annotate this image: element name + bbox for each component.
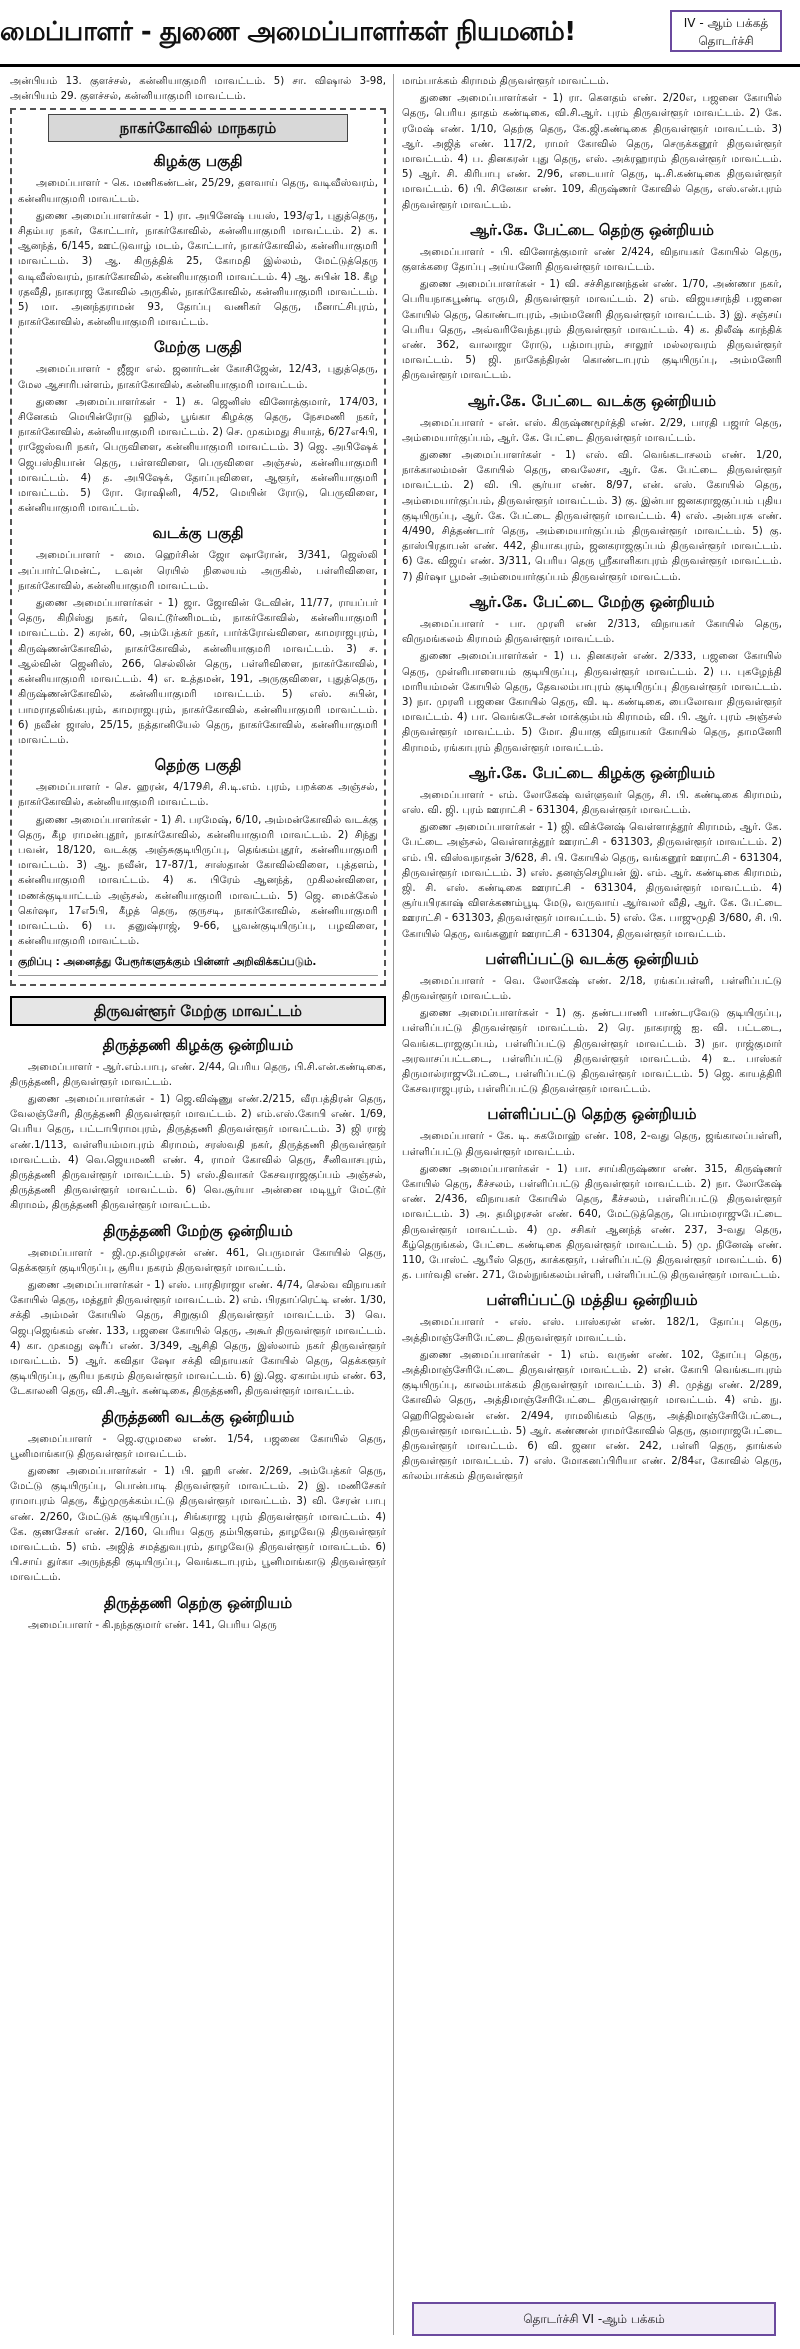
banner-title: மைப்பாளர் - துணை அமைப்பாளர்கள் நியமனம்! bbox=[0, 17, 576, 47]
deputy-entry: துணை அமைப்பாளர்கள் - 1) எம். வருண் எண். 102, தோப்பு தெரு, அத்திமாஞ்சேரிபேட்டை திருவள்ளூர் மாவட்டம். 2) என். கோபி வெங்கடாபுரம் குடியிருப்பு, காலம்பாக்கம் திருவள்ளூர் மாவட்டம். 3) சி. முத்து எண். 2/289, கோவில் தெரு, அத்திமாஞ்சேரிபேட்டை திருவள்ளூர் மாவட்டம். 4) எம். நு. ஹெரிஜெல்வன் எண். 2/494, ராமலிங்கம் தெரு, அத்திமாஞ்சேரிபேட்டை, திருவள்ளூர் மாவட்டம். 5) ஆர். கண்ணன் ராமர்கோவில் தெரு, குமாராஜபேட்டை திருவள்ளூர் மாவட்டம். 6) வி. ஜனா எண். 242, பள்ளி தெரு, தாங்கல் திருவள்ளூர் மாவட்டம். 7) எஸ். மோகனப்பிரியா எண். 2/84எ, கோவில் தெரு, கர்லம்பாக்கம் திருவள்ளூர் bbox=[402, 1349, 782, 1483]
left-column bbox=[10, 74, 386, 2335]
organizer-entry: அமைப்பாளர் - கி.நந்தகுமார் எண். 141, பெரிய தெரு bbox=[28, 1619, 277, 1631]
continuation-tag-line2: தொடர்ச்சி bbox=[698, 34, 754, 48]
section-title: ஆர்.கே. பேட்டை வடக்கு ஒன்றியம் bbox=[467, 391, 717, 410]
organizer-entry: அமைப்பாளர் - செ. ஹரன், 4/179சி, சி.டி.எம். புரம், பறக்கை அஞ்சல், நாகர்கோவில், கன்னியாகுமரி மாவட்டம். bbox=[18, 782, 378, 809]
deputy-entry: துணை அமைப்பாளர்கள் - 1) சி. பரமேஷ், 6/10, அம்மன்கோவில் வடக்கு தெரு, கீழ ராமன்புதூர், நாகர்கோவில், கன்னியாகுமரி மாவட்டம். 2) சிந்து பவன், 18/120, வடக்கு அஞ்சுகுடியிருப்பு, தெங்கம்புதூர், கன்னியாகுமரி மாவட்டம். 3) ஆ. நவீன், 17-87/1, சாஸ்தான் கோவில்விளை, புத்தளம், கன்னியாகுமரி மாவட்டம். 4) க. பிரேம் ஆனந்த், முகிலன்விளை, மணக்குடியாட்டம் அஞ்சல், கன்னியாகுமரி மாவட்டம். 5) ஜெ. மைக்கேல் கெர்ஷா, 17எ5பி, கீழத் தெரு, குருசடி, நாகர்கோவில், கன்னியாகுமரி மாவட்டம். 6) ப. தனுஷ்ராஜ், 9-66, பூவன்குடியிருப்பு, பழவிளை, கன்னியாகுமரி மாவட்டம். bbox=[18, 814, 378, 948]
deputy-entry: துணை அமைப்பாளர்கள் - 1) ப. தினகரன் எண். 2/333, பஜனை கோயில் தெரு, முள்ளிபாளையம் குடியிருப்பு, திருவள்ளூர் மாவட்டம். 2) ப. புகழேந்தி மாரியம்மன் கோயில் தெரு, தேவலம்பாபுரம் குடியிருப்பு திருவள்ளூர் மாவட்டம். 3) நா. முரளி பஜனை கோயில் தெரு, வி. டி. கண்டிகை, பைலோவா திருவள்ளூர் மாவட்டம். 4) பா. வெங்கடேசன் மாக்கும்பம் கிராமம், வி. பி. ஆர். புரம் அஞ்சல் திருவள்ளூர் மாவட்டம். 5) மோ. தியாகு விநாயகர் கோயில் தெரு, தாமனேரி கிராமம், ரங்காபுரம் திருவள்ளூர் மாவட்டம். bbox=[402, 651, 782, 754]
continuation-tag bbox=[670, 10, 782, 52]
nagercoil-box bbox=[10, 108, 386, 985]
section-title: ஆர்.கே. பேட்டை மேற்கு ஒன்றியம் bbox=[469, 592, 715, 611]
section-title: தெற்கு பகுதி bbox=[154, 756, 242, 775]
continuation-tag-line1: IV - ஆம் பக்கத் bbox=[683, 16, 769, 30]
organizer-entry: அமைப்பாளர் - பா. முரளி எண் 2/313, விநாயகர் கோயில் தெரு, விருமங்கலம் கிராமம் திருவள்ளூர் மாவட்டம். bbox=[402, 618, 782, 646]
organizer-entry: அமைப்பாளர் - ஜெ.ஏழுமலை எண். 1/54, பஜனை கோயில் தெரு, பூனிமாங்காடு திருவள்ளூர் மாவட்டம். bbox=[10, 1433, 386, 1460]
section-title: பள்ளிப்பட்டு தெற்கு ஒன்றியம் bbox=[487, 1105, 697, 1124]
organizer-entry: அமைப்பாளர் - கே. டி. சுகமோஹ் எண். 108, 2-வது தெரு, ஜங்காலப்பள்ளி, பள்ளிப்பட்டு திருவள்ளூர் மாவட்டம். bbox=[402, 1131, 782, 1158]
deputy-entry: துணை அமைப்பாளர்கள் - 1) ஜி. விக்னேஷ் வெள்ளாத்தூர் கிராமம், ஆர். கே. பேட்டை அஞ்சல், வெள்ளாத்தூர் ஊராட்சி - 631303, திருவள்ளூர் மாவட்டம். 2) எம். பி. விஸ்வநாதன் 3/628, சி. பி. கோயில் தெரு, வங்கனூர் ஊராட்சி - 631304, திருவள்ளூர் மாவட்டம். 3) எஸ். தனஞ்செழியன் இ. எம். ஆர். கண்டிகை கிராமம், ஜி. சி. எஸ். கண்டிகை ஊராட்சி - 631304, திருவள்ளூர் மாவட்டம். 4) சூர்யபிரகாஷ் விளக்கணம்பூடி மேடு, வருவாய் ஆர்வலர் வீதி, ஆர். கே. பேட்டை ஊராட்சி - 631303, திருவள்ளூர் மாவட்டம். 5) எஸ். கே. பாஜுமுதி 3/680, சி. பி. கோயில் தெரு, வங்கனூர் ஊராட்சி - 631304, திருவள்ளூர் மாவட்டம். bbox=[402, 822, 782, 940]
section-title: வடக்கு பகுதி bbox=[152, 524, 244, 543]
section-title: ஆர்.கே. பேட்டை தெற்கு ஒன்றியம் bbox=[470, 220, 714, 239]
section-title: கிழக்கு பகுதி bbox=[153, 152, 243, 171]
deputy-entry: துணை அமைப்பாளர்கள் - 1) பா. சாய்கிருஷ்ணா எண். 315, கிருஷ்ணர் கோயில் தெரு, கீச்சலம், பள்ளிப்பட்டு திருவள்ளூர் மாவட்டம். 2) நா. லோகேஷ் எண். 2/436, விநாயகர் கோயில் தெரு, கீச்சலம், பள்ளிப்பட்டு திருவள்ளூர் மாவட்டம். 3) அ. தமிழரசன் எண். 640, மேட்டுத்தெரு, பொம்மராஜுபேட்டை திருவள்ளூர் மாவட்டம். 4) மு. சசிகர் ஆனந்த் எண். 237, 3-வது தெரு, கீழ்தெருங்கல், பேட்டை கண்டிகை திருவள்ளூர் மாவட்டம். 5) மு. நினேஷ் எண். 110, போஸ்ட் ஆபீஸ் தெரு, காக்களூர், பள்ளிப்பட்டு திருவள்ளூர் மாவட்டம். 6) த. பார்வதி எண். 271, மேல்நுங்கலம்பள்ளி, பள்ளிப்பட்டு திருவள்ளூர் மாவட்டம். bbox=[402, 1163, 782, 1282]
organizer-entry: அமைப்பாளர் - ஆர்.எம்.பாபு, எண். 2/44, பெரிய தெரு, பி.சி.என்.கண்டிகை, திருத்தணி, திருவள்ளூர் மாவட்டம். bbox=[10, 1061, 386, 1088]
right-column bbox=[402, 74, 782, 2335]
note: குறிப்பு : அனைத்து பேரூர்களுக்கும் பின்னர் அறிவிக்கப்படும். bbox=[18, 955, 378, 975]
section-title: திருத்தணி தெற்கு ஒன்றியம் bbox=[103, 1593, 293, 1612]
section-title: பள்ளிப்பட்டு வடக்கு ஒன்றியம் bbox=[485, 949, 699, 968]
organizer-entry: அமைப்பாளர் - கெ. மணிகண்டன், 25/29, தளவாய் தெரு, வடிவீஸ்வரம், கன்னியாகுமரி மாவட்டம். bbox=[18, 178, 378, 205]
continued-on-tag: தொடர்ச்சி VI -ஆம் பக்கம் bbox=[412, 2302, 776, 2336]
organizer-entry: அமைப்பாளர் - ஜீஜா எல். ஜனார்டன் கோசிஜேன், 12/43, புதுத்தெரு, மேல ஆசாரிபள்ளம், நாகர்கோவில், கன்னியாகுமரி மாவட்டம். bbox=[18, 364, 378, 391]
section-title: ஆர்.கே. பேட்டை கிழக்கு ஒன்றியம் bbox=[468, 763, 716, 782]
deputy-entry: துணை அமைப்பாளர்கள் - 1) ரா. கௌதம் எண். 2/20எ, பஜனை கோயில் தெரு, பெரிய தாதம் கண்டிகை, வி.சி.ஆர். புரம் திருவள்ளூர் மாவட்டம். 2) கே. ரமேஷ் எண். 1/10, தெற்கு தெரு, கே.ஜி.கண்டிகை திருவள்ளூர் மாவட்டம். 3) ஆர். அஜித் எண். 117/2, ராமர் கோவில் தெரு, செருக்கனூர் திருவள்ளூர் மாவட்டம். 4) ப. தினகரன் புது தெரு, எஸ். அக்ரஹாரம் திருவள்ளூர் மாவட்டம். 5) ஆர். சி. கிரிபாபு எண். 2/96, எடையார் தெரு, டி.சி.கண்டிகை திருவள்ளூர் மாவட்டம். 6) பி. சினேகா எண். 109, கிருஷ்ணர் கோவில் தெரு, எஸ்.என்.புரம் திருவள்ளூர் மாவட்டம். bbox=[402, 93, 782, 211]
deputy-entry: துணை அமைப்பாளர்கள் - 1) ஜெ.விஷ்ணு எண்.2/215, வீரபத்திரன் தெரு, வேலஞ்சேரி, திருத்தணி திருவள்ளூர் மாவட்டம். 2) எம்.எஸ்.கோபி எண். 1/69, பெரிய தெரு, பட்டாபிராமபுரம், திருத்தணி திருவள்ளூர் மாவட்டம். 3) ஜி ராஜ் எண்.1/113, வள்ளியம்மாபுரம் கிராமம், சரஸ்வதி நகர், திருத்தணி திருவள்ளூர் மாவட்டம். 4) வெ.ஜெயமணி எண். 4, ராமர் கோவில் தெரு, சீனிவாசபுரம், திருத்தணி திருவள்ளூர் மாவட்டம். 5) எஸ்.திவாகர் கேசவராஜகுப்பம் அஞ்சல், திருத்தணி திருவள்ளூர் மாவட்டம். 6) வெ.சூர்யா அன்னை மடியூர் மேட்டூர் கிராமம், திருத்தணி திருவள்ளூர் மாவட்டம். bbox=[10, 1093, 386, 1212]
deputy-entry: துணை அமைப்பாளர்கள் - 1) ஜா. ஜோவின் டேவின், 11/77, ராயப்பர் தெரு, கிறிஸ்து நகர், வெட்டூர்ணிமடம், நாகர்கோவில், கன்னியாகுமரி மாவட்டம். 2) கரன், 60, அம்பேத்கர் நகர், பார்க்ரோவ்விளை, காமராஜபுரம், கிருஷ்ணன்கோவில், நாகர்கோவில், கன்னியாகுமரி மாவட்டம். 3) ச. ஆல்வின் ஜெனிஸ், 266, செல்லின் தெரு, பள்ளிவிளை, நாகர்கோவில், கன்னியாகுமரி மாவட்டம். 4) எ. உத்தமன், 191, அருகுவிளை, புதுத்தெரு, கிருஷ்ணன்கோவில், கன்னியாகுமரி மாவட்டம். 5) எஸ். சுபின், பாமராதலிங்கபுரம், காமராஜபுரம், நாகர்கோவில், கன்னியாகுமரி மாவட்டம். 6) நவீன் ஜாஸ், 25/15, நத்தானியேல் தெரு, நாகர்கோவில், கன்னியாகுமரி மாவட்டம். bbox=[18, 598, 378, 746]
section-title: திருத்தணி வடக்கு ஒன்றியம் bbox=[101, 1407, 295, 1426]
deputy-entry: துணை அமைப்பாளர்கள் - 1) கு. தண்டபாணி பாண்டரவேடு குடியிருப்பு, பள்ளிப்பட்டு திருவள்ளூர் மாவட்டம். 2) ரெ. நாகராஜ் ஐ. வி. பட்டடை, வெங்கடராஜகுப்பம், பள்ளிப்பட்டு திருவள்ளூர் மாவட்டம். 3) நா. ராஜ்குமார் அரவாசப்பட்டடை, பள்ளிப்பட்டு திருவள்ளூர் மாவட்டம். 4) உ. பாஸ்கர் திருமால்ராஜுபேட்டை, பள்ளிப்பட்டு திருவள்ளூர் மாவட்டம். 5) ஜெ. காயத்திரி கேசவராஜபுரம், பள்ளிப்பட்டு திருவள்ளூர் மாவட்டம். bbox=[402, 1008, 782, 1096]
right-intro: மாம்பாக்கம் கிராமம் திருவள்ளூர் மாவட்டம். bbox=[402, 76, 609, 87]
organizer-entry: அமைப்பாளர் - வெ. லோகேஷ் எண். 2/18, ரங்கப்பள்ளி, பள்ளிப்பட்டு திருவள்ளூர் மாவட்டம். bbox=[402, 975, 782, 1002]
deputy-entry: துணை அமைப்பாளர்கள் - 1) எஸ். வி. வெங்கடாசலம் எண். 1/20, நாக்காலம்மன் கோயில் தெரு, வைலேசா, ஆர். கே. பேட்டை திருவள்ளூர் மாவட்டம். 2) வி. பி. சூர்யா எண். 8/97, என். எஸ். கோயில் தெரு, அம்மையார்குப்பம், திருவள்ளூர் மாவட்டம். 3) கு. இன்பா ஜனகராஜகுப்பம் புதிய குடியிருப்பு, ஆர். கே. பேட்டை திருவள்ளூர் மாவட்டம். 4) எஸ். அன்பரசு எண். 4/490, சித்தண்டார் தெரு, அம்மையார்குப்பம் திருவள்ளூர் மாவட்டம். 5) கு. தாஸ்பிரதாபன் எண். 442, தியாகபுரம், ஜனகராஜகுப்பம் திருவள்ளூர் மாவட்டம். 6) கே. விஜய் எண். 3/311, பெரிய தெரு ஸ்ரீகாளிகாபுரம் திருவள்ளூர் மாவட்டம். 7) திர்ஷா பூமன் அம்மையார்குப்பம் திருவள்ளூர் மாவட்டம். bbox=[402, 450, 782, 583]
organizer-entry: அமைப்பாளர் - பி. வினோத்குமார் எண் 2/424, விநாயகர் கோயில் தெரு, குளக்கரை தோப்பு அய்யனேரி திருவள்ளூர் மாவட்டம். bbox=[402, 246, 782, 274]
deputy-entry: துணை அமைப்பாளர்கள் - 1) எஸ். பாரதிராஜா எண். 4/74, செல்வ விநாயகர் கோயில் தெரு, மத்தூர் திருவள்ளூர் மாவட்டம். 2) எம். பிரதாப்ரெட்டி எண். 1/30, சக்தி அம்மன் கோயில் தெரு, சிறுகுமி திருவள்ளூர் மாவட்டம். 3) வெ. ஜெபுஜெங்கம் எண். 133, பஜனை கோயில் தெரு, அகூர் திருவள்ளூர் மாவட்டம். 4) கா. முகமது ஷரீப் எண். 3/349, ஆசிதி தெரு, இஸ்லாம் நகர் திருவள்ளூர் மாவட்டம். 5) ஆர். கவிதா ஷோ சக்தி விநாயகர் கோயில் தெரு, தெக்களூர் குடியிருப்பு, சூரிய நகரம் திருவள்ளூர் மாவட்டம். 6) இ.ஜெ. ஏகாம்பரம் எண். 63, டேகாலனி தெரு, வி.சி.ஆர். கண்டிகை, திருத்தணி, திருவள்ளூர் மாவட்டம். bbox=[10, 1279, 386, 1398]
organizer-entry: அமைப்பாளர் - என். எஸ். கிருஷ்ணமூர்த்தி எண். 2/29, பாரதி பஜார் தெரு, அம்மையார்குப்பம், ஆர். கே. பேட்டை திருவள்ளூர் மாவட்டம். bbox=[402, 417, 782, 444]
organizer-entry: அமைப்பாளர் - எம். லோகேஷ் வள்ளுவர் தெரு, சி. பி. கண்டிகை கிராமம், எஸ். வி. ஜி. புரம் ஊராட்சி - 631304, திருவள்ளூர் மாவட்டம். bbox=[402, 789, 782, 816]
page-banner bbox=[0, 0, 800, 67]
deputy-entry: துணை அமைப்பாளர்கள் - 1) பி. ஹரி எண். 2/269, அம்பேத்கர் தெரு, மேட்டு குடியிருப்பு, பொன்பாடி திருவள்ளூர் மாவட்டம். 2) இ. மணிசேகர் ராமாபுரம் தெரு, கீழ்முருக்கம்பட்டு திருவள்ளூர் மாவட்டம். 3) வி. சேரன் பாபு எண். 2/260, மேட்டுக் குடியிருப்பு, சிங்கராஜ புரம் திருவள்ளூர் மாவட்டம். 4) கே. குணசேகர் எண். 2/160, பெரிய தெரு தம்பிகுளம், தாழவேடு திருவள்ளூர் மாவட்டம். 5) எம். அஜித் சமத்துவபுரம், தாழவேடு திருவள்ளூர் மாவட்டம். 6) பி.சாய் துர்கா அருந்ததி குடியிருப்பு, வெங்கடாபுரம், பூனிமாங்காடு திருவள்ளூர் மாவட்டம். bbox=[10, 1466, 386, 1584]
section-title: திருத்தணி கிழக்கு ஒன்றியம் bbox=[102, 1035, 294, 1054]
organizer-entry: அமைப்பாளர் - ஜி.மு.தமிழரசன் எண். 461, பெருமாள் கோயில் தெரு, தெக்களூர் குடியிருப்பு, சூரிய நகரம் திருவள்ளூர் மாவட்டம். bbox=[10, 1247, 386, 1274]
left-intro: அன்பியம் 13. குளச்சல், கன்னியாகுமரி மாவட்டம். 5) சா. விஷால் 3-98, அன்பியம் 29. குளச்சல், கன்னியாகுமரி மாவட்டம். bbox=[10, 76, 386, 103]
deputy-entry: துணை அமைப்பாளர்கள் - 1) வி. சச்சிதானந்தன் எண். 1/70, அண்ணா நகர், பெரியநாகபூண்டி எருமி, திருவள்ளூர் மாவட்டம். 2) எம். விஜயசாந்தி பஜனை கோயில் தெரு, கொண்டாபுரம், அம்மனேரி திருவள்ளூர் மாவட்டம். 3) இ. சஞ்சய் பெரிய தெரு, அவ்வரிவேந்தபுரம் திருவள்ளூர் மாவட்டம். 4) க. திலீஷ் காந்திக் எண். 362, வாலாஜா ரோடு, பத்மாபுரம், சாலூர் மல்லரவரம் திருவள்ளூர் மாவட்டம். 5) ஜி. நாகேந்திரன் கொண்டாபுரம் குடியிருப்பு, அம்மனேரி திருவள்ளூர் மாவட்டம். bbox=[402, 279, 782, 382]
column-divider bbox=[393, 74, 394, 2335]
section-title: மேற்கு பகுதி bbox=[153, 338, 243, 357]
district-title: திருவள்ளூர் மேற்கு மாவட்டம் bbox=[10, 996, 386, 1026]
deputy-entry: துணை அமைப்பாளர்கள் - 1) ரா. அபினேஷ் பயஸ், 193/ஏ1, புதுத்தெரு, சிதம்பர நகர், கோட்டார், நாகர்கோவில், கன்னியாகுமரி மாவட்டம். 2) க. ஆனந்த், 6/145, ஊட்டுவாழ் மடம், கோட்டார், நாகர்கோவில், கன்னியாகுமரி மாவட்டம். 3) ஆ. கிருத்திக் 25, கோமதி இல்லம், மேட்டுத்தெரு வடிவீஸ்வரம், நாகர்கோவில், கன்னியாகுமரி மாவட்டம். 4) ஆ. சுபின் 18. கீழ ரதவீதி, நாகராஜ கோவில் அருகில், நாகர்கோவில், கன்னியாகுமரி மாவட்டம். 5) மா. அனந்தராமன் 93, தோப்பு வணிகர் தெரு, மீனாட்சிபுரம், நாகர்கோவில், கன்னியாகுமரி மாவட்டம். bbox=[18, 210, 378, 329]
nagercoil-title: நாகர்கோவில் மாநகரம் bbox=[48, 114, 348, 142]
deputy-entry: துணை அமைப்பாளர்கள் - 1) சு. ஜெனிஸ் வினோத்குமார், 174/03, சினேகம் மெயின்ரோடு ஹில், பூங்கா கிழக்கு தெரு, நேசமணி நகர், நாகர்கோவில், கன்னியாகுமரி மாவட்டம். 2) செ. முகம்மது சியாத், 6/27எ4பி, ராஜேஸ்வரி நகர், பெருவிளை, கன்னியாகுமரி மாவட்டம். 3) ஜெ. அபிஷேக் ஜெபஸ்தியான் தெரு, பள்ளவிளை, பெருவிளை அஞ்சல், கன்னியாகுமரி மாவட்டம். 4) த. அபிஷேக், தோப்புவிளை, ஆளூர், கன்னியாகுமரி மாவட்டம். 5) ரோ. ரோஷினி, 4/52, மெயின் ரோடு, பெருவிளை, கன்னியாகுமரி மாவட்டம். bbox=[18, 396, 378, 515]
organizer-entry: அமைப்பாளர் - எஸ். எஸ். பாஸ்கரன் எண். 182/1, தோப்பு தெரு, அத்திமாஞ்சேரிபேட்டை திருவள்ளூர் மாவட்டம். bbox=[402, 1317, 782, 1344]
section-title: திருத்தணி மேற்கு ஒன்றியம் bbox=[103, 1221, 293, 1240]
section-title: பள்ளிப்பட்டு மத்திய ஒன்றியம் bbox=[486, 1291, 698, 1310]
organizer-entry: அமைப்பாளர் - மை. ஹெர்சின் ஜோ ஷாரோன், 3/341, ஜெஸ்லி அப்பார்ட்மென்ட், டவுன் ரெயில் நிலையம் அருகில், பள்ளிவிளை, நாகர்கோவில், கன்னியாகுமரி மாவட்டம். bbox=[18, 550, 378, 592]
